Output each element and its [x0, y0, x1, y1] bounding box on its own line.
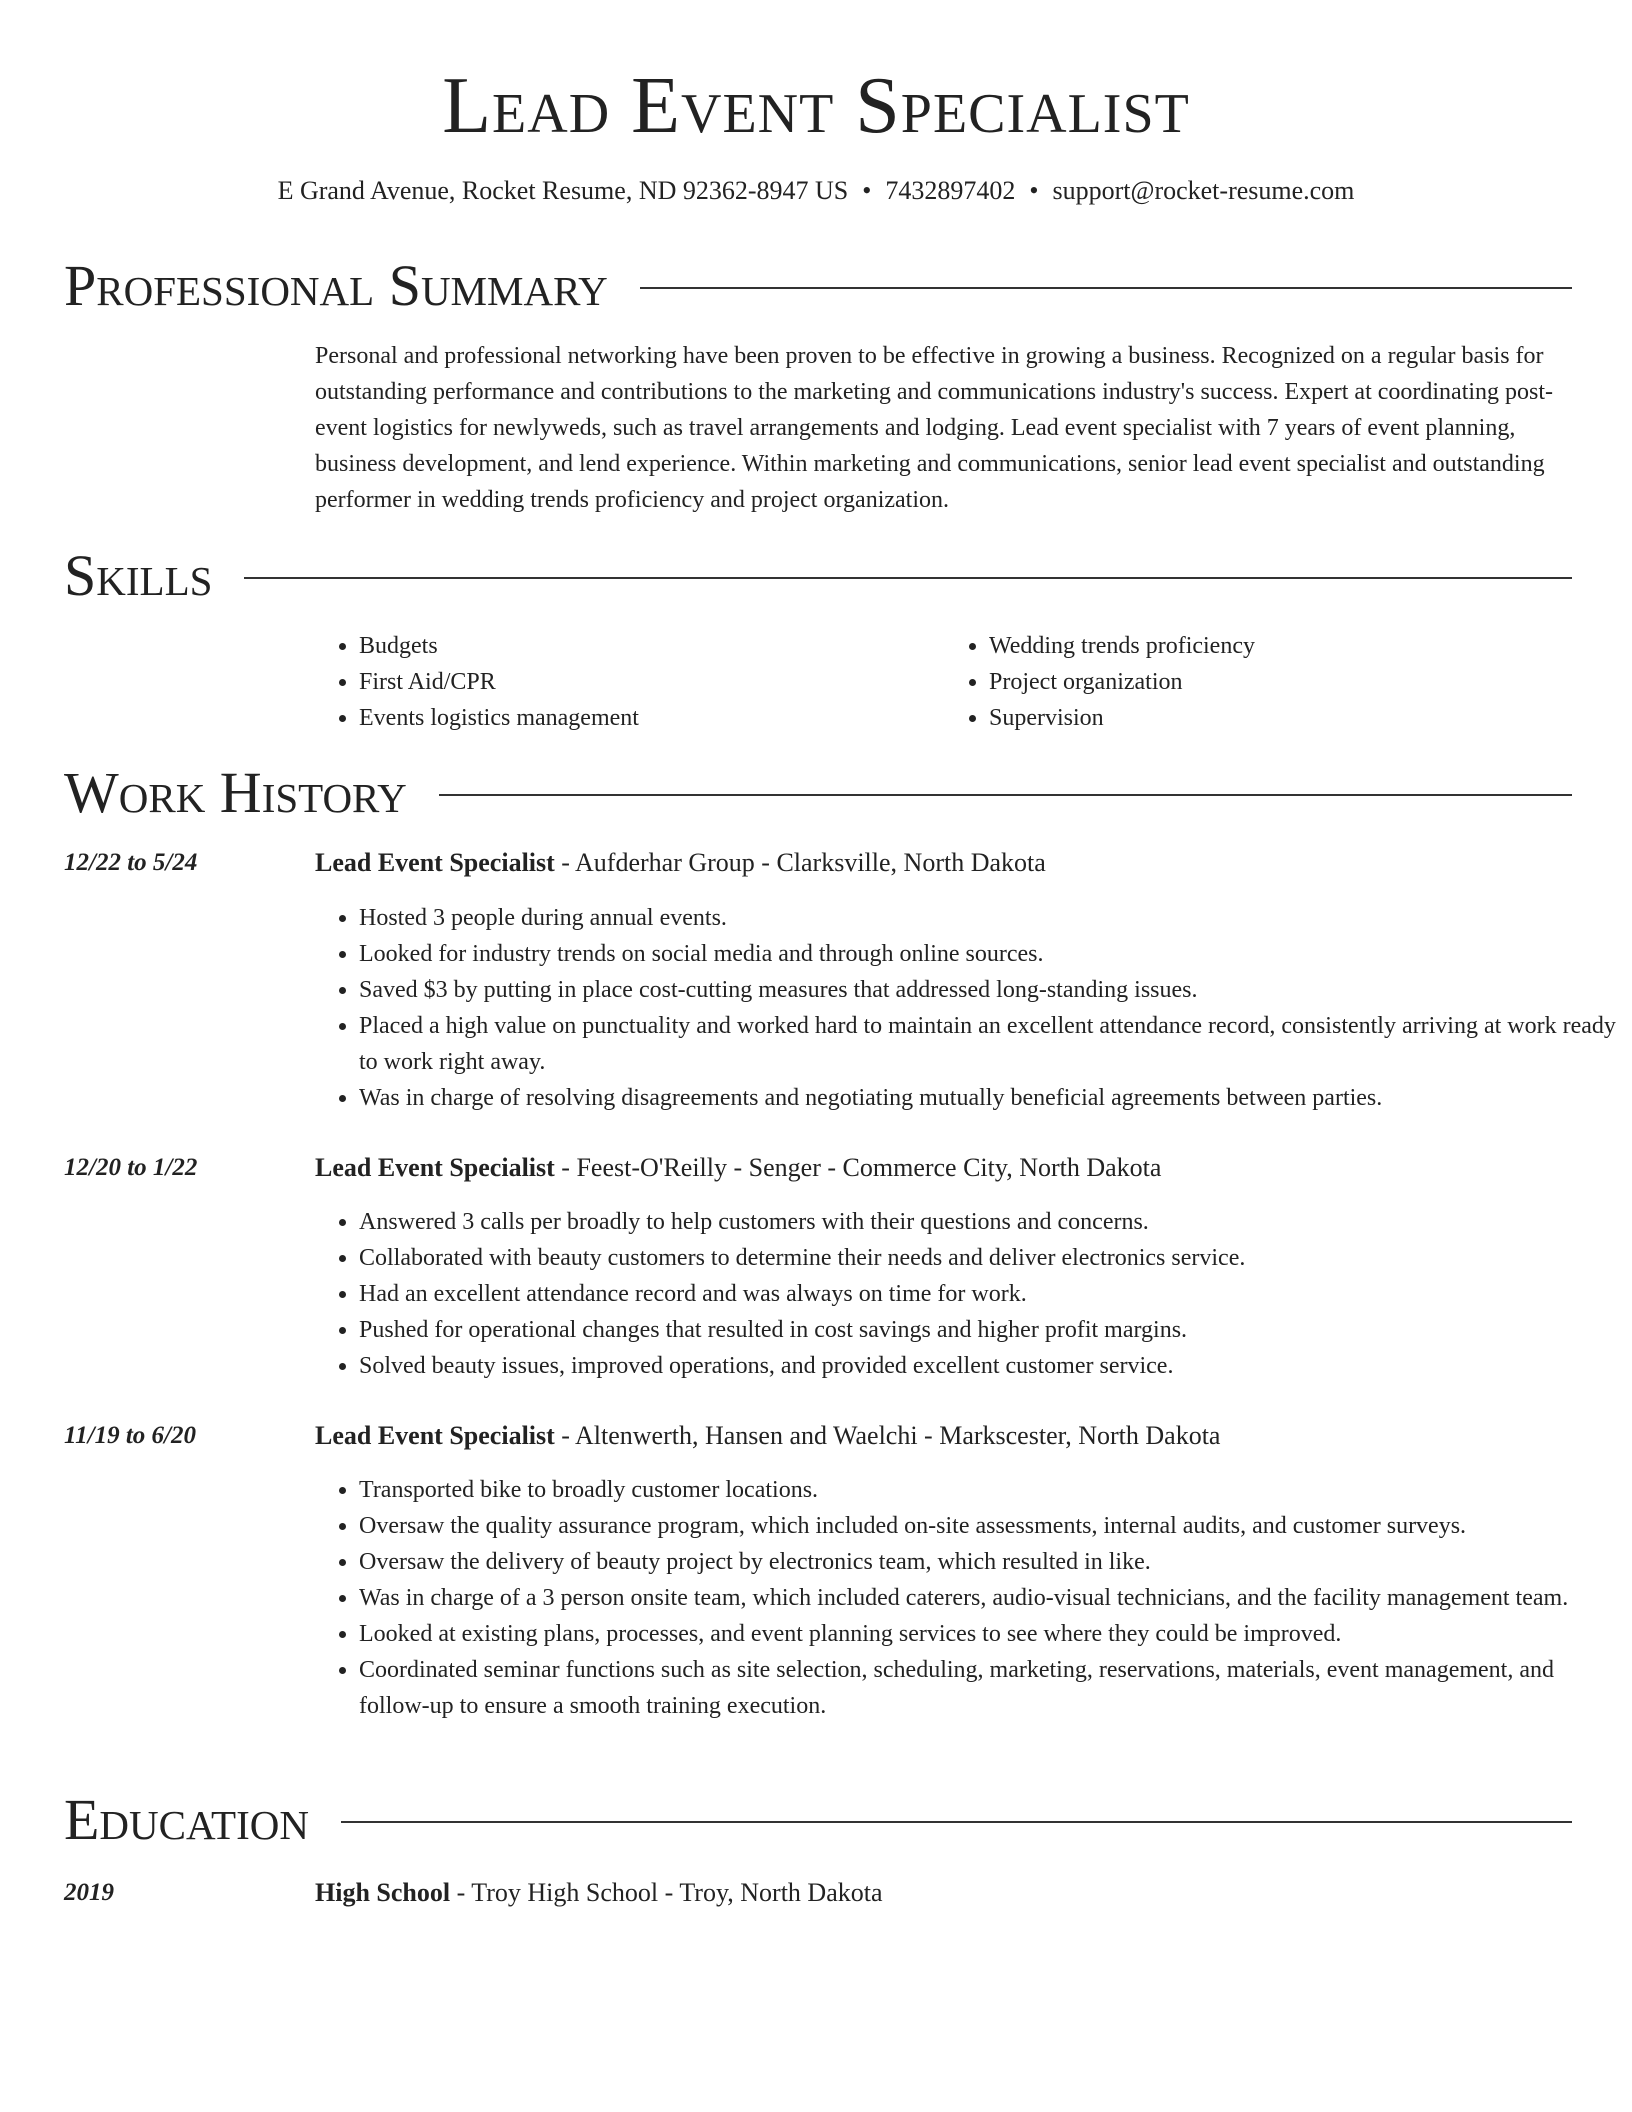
job-position: Lead Event Specialist	[315, 1421, 555, 1450]
job-employer: - Altenwerth, Hansen and Waelchi - Markscester, North Dakota	[554, 1421, 1221, 1450]
candidate-name: Lead Event Specialist	[442, 62, 1190, 150]
contact-phone: 7432897402	[885, 176, 1016, 205]
job-bullet: • Collaborated with beauty customers to determine their needs and deliver electronics service.	[359, 1240, 1619, 1276]
job-bullet: • Saved $3 by putting in place cost-cutting measures that addressed long-standing issues.	[359, 972, 1619, 1008]
summary-text: Personal and professional networking have been proven to be effective in growing a business. Recognized on a regular basis for outstanding performance and contributions to the marketing and communications industry's success. Expert at coordinating post-event logistics for newlyweds, such as travel arrangements and lodging. Lead event specialist with 7 years of event planning, business development, and lend experience. Within marketing and communications, senior lead event specialist and outstanding performer in wedding trends proficiency and project organization.	[315, 343, 1554, 513]
job-title-line	[315, 1419, 1220, 1453]
section-title: Skills	[64, 543, 213, 608]
job-bullet: • Was in charge of a 3 person onsite team, which included caterers, audio-visual technicians, and the facility management team.	[359, 1580, 1619, 1616]
job-bullet: • Answered 3 calls per broadly to help customers with their questions and concerns.	[359, 1204, 1619, 1240]
job-dates: 12/22 to 5/24	[64, 849, 198, 876]
job-title-line	[315, 846, 1046, 880]
contact-separator: •	[1029, 176, 1039, 205]
job-bullet: • Pushed for operational changes that resulted in cost savings and higher profit margins.	[359, 1312, 1619, 1348]
summary-section-header	[64, 254, 1572, 318]
skills-list	[315, 628, 1575, 736]
job-employer: - Feest-O'Reilly - Senger - Commerce City, North Dakota	[554, 1153, 1162, 1182]
section-divider	[244, 577, 1572, 579]
job-bullet: • Was in charge of resolving disagreements and negotiating mutually beneficial agreements between parties.	[359, 1080, 1619, 1116]
job-bullet: • Looked at existing plans, processes, and event planning services to see where they could be improved.	[359, 1616, 1619, 1652]
skill-item: • Supervision	[989, 700, 1575, 736]
job-bullets	[315, 1204, 1619, 1384]
education-year: 2019	[64, 1879, 114, 1906]
skills-column-right	[945, 628, 1575, 736]
work-section-header	[64, 761, 1572, 825]
job-bullet: • Oversaw the delivery of beauty project by electronics team, which resulted in like.	[359, 1544, 1619, 1580]
job-employer: - Aufderhar Group - Clarksville, North Dakota	[554, 848, 1046, 877]
job-bullet: • Solved beauty issues, improved operations, and provided excellent customer service.	[359, 1348, 1619, 1384]
job-bullet: • Transported bike to broadly customer locations.	[359, 1472, 1619, 1508]
job-bullets	[315, 1472, 1619, 1724]
education-school: - Troy High School - Troy, North Dakota	[450, 1878, 883, 1907]
skill-item: • First Aid/CPR	[359, 664, 945, 700]
job-title-line	[315, 1151, 1161, 1185]
section-divider	[640, 287, 1572, 289]
section-title: Education	[64, 1787, 309, 1852]
education-degree: High School	[315, 1878, 451, 1907]
skills-section-header	[64, 544, 1572, 608]
skill-item: • Events logistics management	[359, 700, 945, 736]
skill-item: • Wedding trends proficiency	[989, 628, 1575, 664]
contact-line	[0, 174, 1632, 208]
job-bullet: • Placed a high value on punctuality and worked hard to maintain an excellent attendance record, consistently arriving at work ready to work right away.	[359, 1008, 1619, 1080]
section-title: Professional Summary	[64, 253, 608, 318]
contact-email: support@rocket-resume.com	[1052, 176, 1355, 205]
skill-item: • Budgets	[359, 628, 945, 664]
skill-item: • Project organization	[989, 664, 1575, 700]
job-position: Lead Event Specialist	[315, 848, 555, 877]
section-title: Work History	[64, 760, 407, 825]
job-position: Lead Event Specialist	[315, 1153, 555, 1182]
education-line	[315, 1876, 883, 1910]
contact-separator: •	[862, 176, 872, 205]
contact-address: E Grand Avenue, Rocket Resume, ND 92362-8947 US	[277, 176, 849, 205]
job-dates: 11/19 to 6/20	[64, 1422, 196, 1449]
skills-column-left	[315, 628, 945, 736]
section-divider	[439, 794, 1572, 796]
job-dates: 12/20 to 1/22	[64, 1154, 198, 1181]
job-bullet: • Hosted 3 people during annual events.	[359, 900, 1619, 936]
job-bullet: • Coordinated seminar functions such as site selection, scheduling, marketing, reservations, materials, event management, and follow-up to ensure a smooth training execution.	[359, 1652, 1619, 1724]
job-bullet: • Looked for industry trends on social media and through online sources.	[359, 936, 1619, 972]
education-section-header	[64, 1788, 1572, 1852]
job-bullet: • Had an excellent attendance record and was always on time for work.	[359, 1276, 1619, 1312]
job-bullet: • Oversaw the quality assurance program, which included on-site assessments, internal audits, and customer surveys.	[359, 1508, 1619, 1544]
section-divider	[341, 1821, 1572, 1823]
job-bullets	[315, 900, 1619, 1116]
